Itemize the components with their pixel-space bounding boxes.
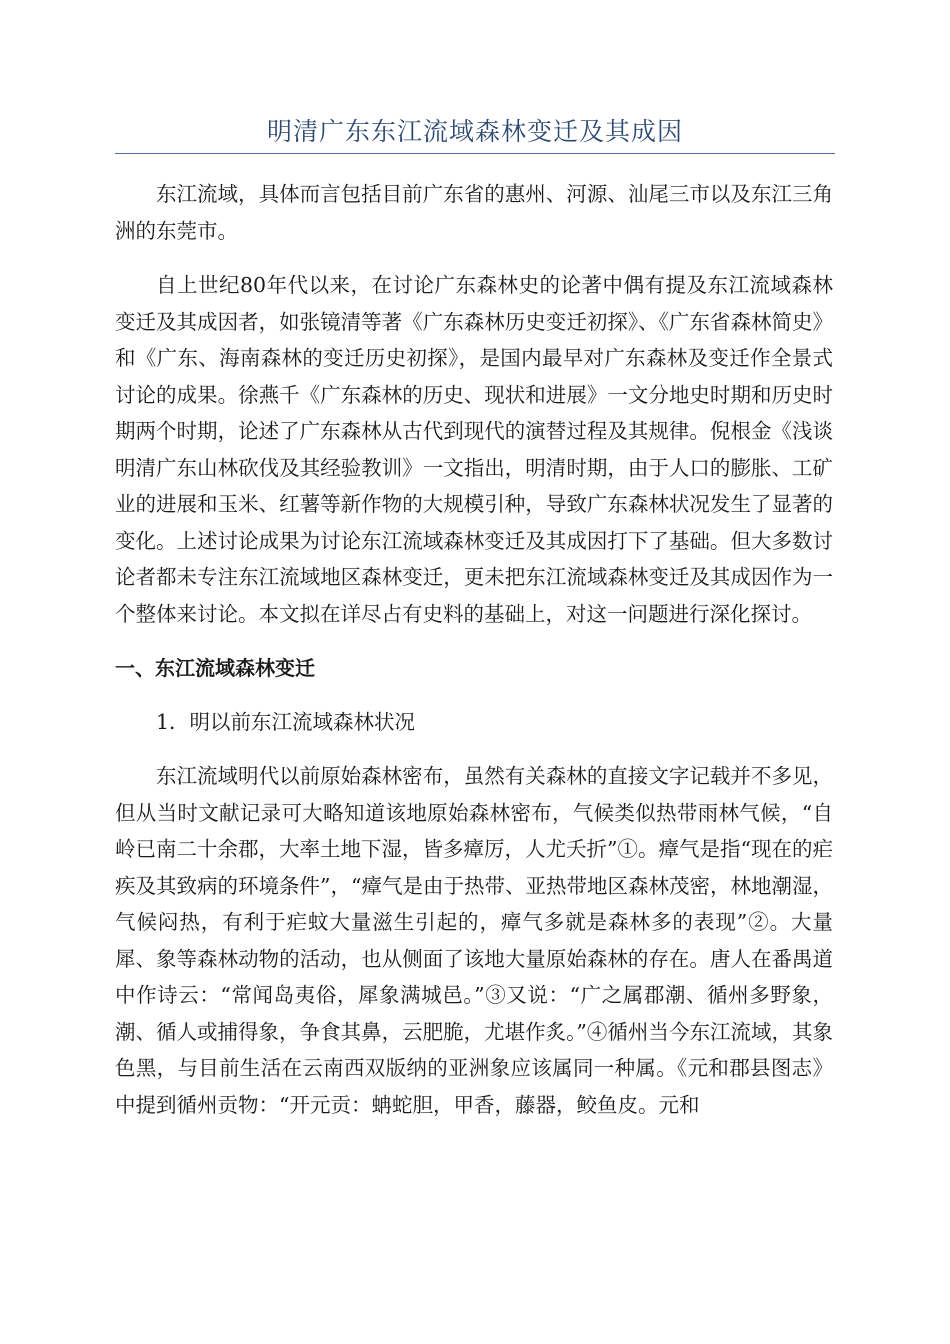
subsection-heading: 1．明以前东江流域森林状况 [156,710,416,734]
title-underline [115,153,835,154]
literature-review-paragraph: 自上世纪80年代以来，在讨论广东森林史的论著中偶有提及东江流域森林变迁及其成因者，如张镜清等著《广东森林历史变迁初探》、《广东省森林简史》和《广东、海南森林的变迁历史初探》，是国内最早对广东森林及变迁作全景式讨论的成果。徐燕千《广东森林的历史、现状和进展》一文分地史时期和历史时期两个时期，论述了广东森林从古代到现代的演替过程及其规律。倪根金《浅谈明清广东山林砍伐及其经验教训》一文指出，明清时期，由于人口的膨胀、工矿业的进展和玉米、红薯等新作物的大规模引种，导致广东森林状况发生了显著的变化。上述讨论成果为讨论东江流域森林变迁及其成因打下了基础。但大多数讨论者都未专注东江流域地区森林变迁，更未把东江流域森林变迁及其成因作为一个整体来讨论。本文拟在详尽占有史料的基础上，对这一问题进行深化探讨。 [115,273,833,626]
intro-paragraph: 东江流域，具体而言包括目前广东省的惠州、河源、汕尾三市以及东江三角洲的东莞市。 [115,182,833,243]
section-paragraph: 东江流域明代以前原始森林密布，虽然有关森林的直接文字记载并不多见，但从当时文献记录可大略知道该地原始森林密布，气候类似热带雨林气候，“自岭已南二十余郡，大率土地下湿，皆多瘴厉，人尤夭折”①。瘴气是指“现在的疟疾及其致病的环境条件”，“瘴气是由于热带、亚热带地区森林茂密，林地潮湿，气候闷热，有利于疟蚊大量滋生引起的，瘴气多就是森林多的表现”②。大量犀、象等森林动物的活动，也从侧面了该地大量原始森林的存在。唐人在番禺道中作诗云：“常闻岛夷俗，犀象满城邑。”③又说：“广之属郡潮、循州多野象，潮、循人或捕得象，争食其鼻，云肥脆，尤堪作炙。”④循州当今东江流域，其象色黑，与目前生活在云南西双版纳的亚洲象应该属同一种属。《元和郡县图志》中提到循州贡物：“开元贡：蚺蛇胆，甲香，藤器，鲛鱼皮。元和 [115,764,833,1117]
section-heading: 一、东江流域森林变迁 [115,656,315,680]
document-body [115,176,833,1141]
document-title: 明清广东东江流域森林变迁及其成因 [266,117,683,146]
